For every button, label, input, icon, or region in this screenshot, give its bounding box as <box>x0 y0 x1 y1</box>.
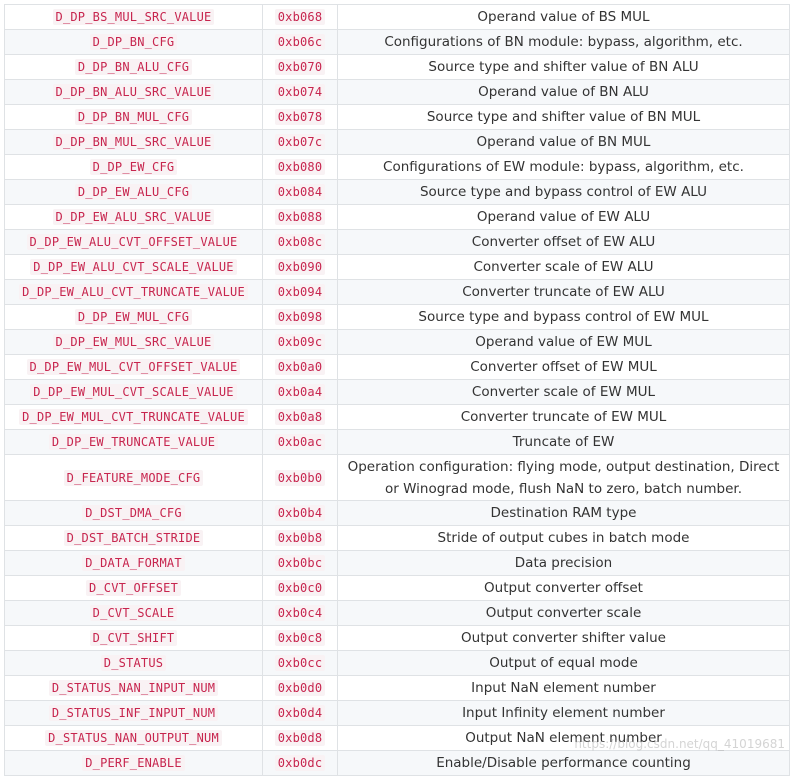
register-address-cell <box>263 576 338 601</box>
table-row <box>5 255 790 280</box>
table-row <box>5 180 790 205</box>
register-address-cell <box>263 405 338 430</box>
register-name: D_DP_EW_MUL_CVT_SCALE_VALUE <box>30 384 236 400</box>
register-description: Converter scale of EW ALU <box>338 255 790 280</box>
register-name: D_CVT_SHIFT <box>90 630 178 646</box>
register-name-cell <box>5 380 263 405</box>
register-address-cell <box>263 676 338 701</box>
register-name: D_DP_BN_ALU_CFG <box>75 59 192 75</box>
table-row <box>5 155 790 180</box>
register-address: 0xb074 <box>275 84 326 100</box>
register-address-cell <box>263 130 338 155</box>
register-address-cell <box>263 5 338 30</box>
register-address-cell <box>263 455 338 501</box>
register-address-cell <box>263 430 338 455</box>
register-description: Converter truncate of EW ALU <box>338 280 790 305</box>
register-table-body <box>5 5 790 776</box>
register-description: Input NaN element number <box>338 676 790 701</box>
register-name-cell <box>5 501 263 526</box>
table-row <box>5 280 790 305</box>
register-address: 0xb0a4 <box>275 384 326 400</box>
register-description: Operation configuration: flying mode, output destination, Direct or Winograd mode, flush NaN to zero, batch number. <box>338 455 790 501</box>
register-description: Source type and shifter value of BN ALU <box>338 55 790 80</box>
register-name-cell <box>5 30 263 55</box>
register-address-cell <box>263 626 338 651</box>
register-description: Source type and bypass control of EW MUL <box>338 305 790 330</box>
register-address-cell <box>263 280 338 305</box>
register-name: D_DP_EW_MUL_CFG <box>75 309 192 325</box>
register-name-cell <box>5 305 263 330</box>
register-address: 0xb0d4 <box>275 705 326 721</box>
register-description: Output NaN element number <box>338 726 790 751</box>
register-address-cell <box>263 751 338 776</box>
register-description: Source type and bypass control of EW ALU <box>338 180 790 205</box>
register-address-cell <box>263 330 338 355</box>
register-name-cell <box>5 355 263 380</box>
register-description: Operand value of BN ALU <box>338 80 790 105</box>
register-description: Data precision <box>338 551 790 576</box>
table-row <box>5 130 790 155</box>
register-address: 0xb07c <box>275 134 326 150</box>
register-address: 0xb0d8 <box>275 730 326 746</box>
table-row <box>5 501 790 526</box>
table-row <box>5 701 790 726</box>
register-name: D_STATUS <box>101 655 166 671</box>
register-name-cell <box>5 626 263 651</box>
register-address-cell <box>263 105 338 130</box>
register-address-cell <box>263 380 338 405</box>
register-name-cell <box>5 726 263 751</box>
table-row <box>5 405 790 430</box>
register-name-cell <box>5 551 263 576</box>
register-address-cell <box>263 205 338 230</box>
register-address-cell <box>263 155 338 180</box>
register-description: Operand value of BN MUL <box>338 130 790 155</box>
register-address-cell <box>263 230 338 255</box>
register-name: D_DP_BN_MUL_SRC_VALUE <box>53 134 215 150</box>
register-description: Output converter scale <box>338 601 790 626</box>
register-address-cell <box>263 651 338 676</box>
table-row <box>5 355 790 380</box>
register-name: D_DP_EW_CFG <box>90 159 178 175</box>
register-name: D_PERF_ENABLE <box>82 755 185 771</box>
table-row <box>5 5 790 30</box>
register-address: 0xb0c4 <box>275 605 326 621</box>
register-name: D_DP_BN_CFG <box>90 34 178 50</box>
register-description: Configurations of BN module: bypass, algorithm, etc. <box>338 30 790 55</box>
register-name: D_STATUS_NAN_INPUT_NUM <box>49 680 218 696</box>
register-name: D_DP_EW_MUL_CVT_OFFSET_VALUE <box>27 359 241 375</box>
register-description: Truncate of EW <box>338 430 790 455</box>
register-description: Operand value of EW MUL <box>338 330 790 355</box>
register-name-cell <box>5 205 263 230</box>
register-description: Configurations of EW module: bypass, algorithm, etc. <box>338 155 790 180</box>
register-address: 0xb0ac <box>275 434 326 450</box>
register-address: 0xb084 <box>275 184 326 200</box>
register-address-cell <box>263 701 338 726</box>
table-row <box>5 576 790 601</box>
register-name-cell <box>5 105 263 130</box>
table-row <box>5 626 790 651</box>
register-address-cell <box>263 355 338 380</box>
register-address: 0xb070 <box>275 59 326 75</box>
table-row <box>5 230 790 255</box>
table-row <box>5 430 790 455</box>
register-description: Source type and shifter value of BN MUL <box>338 105 790 130</box>
register-name: D_DP_EW_TRUNCATE_VALUE <box>49 434 218 450</box>
table-row <box>5 380 790 405</box>
register-name-cell <box>5 80 263 105</box>
register-description: Output converter shifter value <box>338 626 790 651</box>
register-address: 0xb08c <box>275 234 326 250</box>
register-name-cell <box>5 155 263 180</box>
register-table <box>4 4 790 776</box>
table-row <box>5 551 790 576</box>
register-description: Destination RAM type <box>338 501 790 526</box>
register-address-cell <box>263 526 338 551</box>
register-name: D_DP_EW_MUL_SRC_VALUE <box>53 334 215 350</box>
register-name: D_DST_BATCH_STRIDE <box>64 530 204 546</box>
register-name-cell <box>5 430 263 455</box>
register-name: D_DST_DMA_CFG <box>82 505 185 521</box>
watermark: https://blog.csdn.net/qq_41019681 <box>574 737 785 751</box>
register-address: 0xb080 <box>275 159 326 175</box>
register-name: D_STATUS_NAN_OUTPUT_NUM <box>45 730 222 746</box>
register-address-cell <box>263 501 338 526</box>
register-name: D_DP_BS_MUL_SRC_VALUE <box>53 9 215 25</box>
register-name-cell <box>5 55 263 80</box>
register-description: Converter offset of EW MUL <box>338 355 790 380</box>
register-name: D_STATUS_INF_INPUT_NUM <box>49 705 218 721</box>
register-description: Operand value of EW ALU <box>338 205 790 230</box>
table-row <box>5 751 790 776</box>
register-address: 0xb088 <box>275 209 326 225</box>
table-row <box>5 601 790 626</box>
register-name: D_DP_BN_MUL_CFG <box>75 109 192 125</box>
register-address-cell <box>263 80 338 105</box>
register-address: 0xb078 <box>275 109 326 125</box>
table-row <box>5 105 790 130</box>
register-description: Converter scale of EW MUL <box>338 380 790 405</box>
register-address: 0xb0b0 <box>275 470 326 486</box>
register-name-cell <box>5 5 263 30</box>
register-name: D_DP_EW_ALU_CVT_TRUNCATE_VALUE <box>19 284 248 300</box>
register-address: 0xb0a8 <box>275 409 326 425</box>
table-row <box>5 651 790 676</box>
register-address: 0xb098 <box>275 309 326 325</box>
register-address-cell <box>263 601 338 626</box>
register-name-cell <box>5 180 263 205</box>
register-description: Operand value of BS MUL <box>338 5 790 30</box>
register-address-cell <box>263 180 338 205</box>
register-name-cell <box>5 130 263 155</box>
register-name: D_DP_EW_ALU_CVT_SCALE_VALUE <box>30 259 236 275</box>
register-description: Input Infinity element number <box>338 701 790 726</box>
register-address: 0xb068 <box>275 9 326 25</box>
register-description: Output converter offset <box>338 576 790 601</box>
table-row <box>5 305 790 330</box>
register-name-cell <box>5 280 263 305</box>
register-address: 0xb090 <box>275 259 326 275</box>
register-address: 0xb094 <box>275 284 326 300</box>
table-row <box>5 455 790 501</box>
register-name-cell <box>5 405 263 430</box>
register-address-cell <box>263 30 338 55</box>
register-name: D_DP_BN_ALU_SRC_VALUE <box>53 84 215 100</box>
table-row <box>5 676 790 701</box>
register-name: D_DP_EW_ALU_SRC_VALUE <box>53 209 215 225</box>
register-address-cell <box>263 255 338 280</box>
register-name: D_DP_EW_MUL_CVT_TRUNCATE_VALUE <box>19 409 248 425</box>
register-name-cell <box>5 676 263 701</box>
register-name-cell <box>5 751 263 776</box>
table-row <box>5 330 790 355</box>
register-address-cell <box>263 55 338 80</box>
register-address-cell <box>263 305 338 330</box>
register-address: 0xb0d0 <box>275 680 326 696</box>
table-row <box>5 205 790 230</box>
table-row <box>5 526 790 551</box>
register-name: D_DP_EW_ALU_CVT_OFFSET_VALUE <box>27 234 241 250</box>
register-name: D_DP_EW_ALU_CFG <box>75 184 192 200</box>
register-address: 0xb06c <box>275 34 326 50</box>
register-address: 0xb0b8 <box>275 530 326 546</box>
register-name-cell <box>5 576 263 601</box>
register-name-cell <box>5 230 263 255</box>
register-address: 0xb0dc <box>275 755 326 771</box>
register-address: 0xb0bc <box>275 555 326 571</box>
register-name-cell <box>5 330 263 355</box>
register-address: 0xb0a0 <box>275 359 326 375</box>
register-name-cell <box>5 255 263 280</box>
register-name-cell <box>5 701 263 726</box>
register-name: D_CVT_SCALE <box>90 605 178 621</box>
register-name-cell <box>5 526 263 551</box>
register-description: Converter offset of EW ALU <box>338 230 790 255</box>
table-row <box>5 55 790 80</box>
register-address: 0xb0b4 <box>275 505 326 521</box>
register-address: 0xb09c <box>275 334 326 350</box>
table-row <box>5 30 790 55</box>
register-address: 0xb0c8 <box>275 630 326 646</box>
register-description: Stride of output cubes in batch mode <box>338 526 790 551</box>
register-description: Output of equal mode <box>338 651 790 676</box>
register-name: D_CVT_OFFSET <box>86 580 181 596</box>
register-name: D_DATA_FORMAT <box>82 555 185 571</box>
register-address: 0xb0c0 <box>275 580 326 596</box>
table-row <box>5 80 790 105</box>
register-address-cell <box>263 551 338 576</box>
register-name-cell <box>5 651 263 676</box>
register-address-cell <box>263 726 338 751</box>
register-address: 0xb0cc <box>275 655 326 671</box>
register-description: Converter truncate of EW MUL <box>338 405 790 430</box>
register-name-cell <box>5 455 263 501</box>
register-description: Enable/Disable performance counting <box>338 751 790 776</box>
register-name: D_FEATURE_MODE_CFG <box>64 470 204 486</box>
register-name-cell <box>5 601 263 626</box>
table-row <box>5 726 790 751</box>
